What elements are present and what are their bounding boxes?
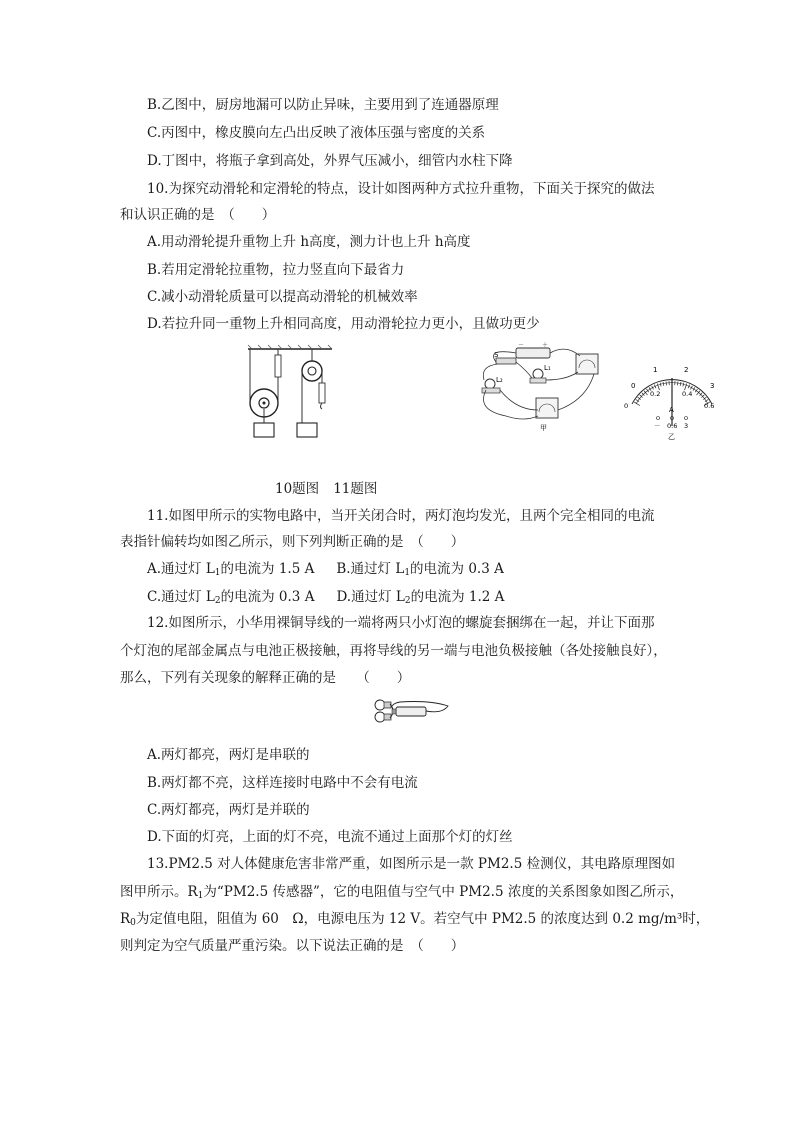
- figure-captions: [275, 477, 391, 497]
- ammeter-dial-yi: [622, 364, 722, 442]
- q12-stem-line1: 12.如图所示，小华用裸铜导线的一端将两只小灯泡的螺旋套捆绑在一起，并让下面那: [147, 615, 655, 631]
- tick-top-3: 3: [710, 382, 715, 390]
- q11-option-a: A.通过灯 $L_1$的电流为 1.5 A: [147, 561, 315, 578]
- caption-fig11: 11题图: [333, 481, 378, 497]
- q12-option-c: C.两灯都亮，两灯是并联的: [147, 802, 310, 818]
- svg-text:＋: ＋: [542, 342, 549, 349]
- q11-options-row2: [147, 588, 504, 610]
- lamp-l1-label: L₁: [544, 364, 551, 372]
- svg-text:－: －: [518, 342, 525, 349]
- tick-bottom-0: 0: [624, 402, 629, 410]
- switch-label: S: [494, 351, 499, 359]
- meter-unit: A: [669, 406, 674, 414]
- q9-option-b: B.乙图中，厨房地漏可以防止异味，主要用到了连通器原理: [147, 97, 499, 113]
- q13-stem-line2: 图甲所示。$R_1$为“PM2.5 传感器”，它的电阻值与空气中 PM2.5 浓度的关系图象如图乙所示，: [120, 884, 684, 901]
- q10-stem-line1: 10.为探究动滑轮和定滑轮的特点，设计如图两种方式拉升重物，下面关于探究的做法: [147, 181, 655, 197]
- tick-top-1: 1: [653, 366, 658, 374]
- terminal-3: 3: [684, 422, 689, 430]
- dial-tick: [663, 382, 664, 386]
- dial-tick: [680, 382, 681, 386]
- caption-fig10: 10题图: [275, 481, 320, 497]
- q10-option-d: D.若拉升同一重物上升相同高度，用动滑轮拉力更小，且做功更少: [147, 316, 540, 332]
- terminal-06: 0.6: [667, 422, 678, 430]
- q11-option-b: B.通过灯 $L_1$的电流为 0.3 A: [336, 561, 504, 578]
- q10-option-c: C.减小动滑轮质量可以提高动滑轮的机械效率: [147, 289, 418, 305]
- q10-option-a: A.用动滑轮提升重物上升 h高度，测力计也上升 h高度: [147, 234, 471, 250]
- tick-top-2: 2: [684, 366, 689, 374]
- q13-stem-line4: 则判定为空气质量严重污染。以下说法正确的是 （ ）: [120, 938, 465, 954]
- dial-tick: [695, 389, 697, 392]
- tick-bottom-2: 0.4: [682, 390, 693, 398]
- figure-label-jia: 甲: [540, 424, 547, 432]
- dial-tick: [677, 381, 678, 385]
- q11-stem-line1: 11.如图甲所示的实物电路中，当开关闭合时，两灯泡均发光，且两个完全相同的电流: [147, 508, 655, 524]
- tick-bottom-3: 0.6: [704, 402, 715, 410]
- q10-option-b: B.若用定滑轮拉重物，拉力竖直向下最省力: [147, 262, 405, 278]
- q9-option-d: D.丁图中，将瓶子拿到高处，外界气压减小，细管内水柱下降: [147, 153, 513, 169]
- terminal-minus: －: [654, 422, 661, 430]
- q13-stem-line3: $R_0$为定值电阻，阻值为 60 Ω，电源电压为 12 V。若空气中 PM2.5 的浓度达到 0.2 mg/m³时，: [120, 911, 710, 928]
- pulley-figure: [240, 343, 340, 439]
- q11-option-d: D.通过灯 $L_2$的电流为 1.2 A: [336, 589, 505, 606]
- q11-stem-line2: 表指针偏转均如图乙所示，则下列判断正确的是 （ ）: [120, 534, 465, 550]
- q12-stem-line3: 那么，下列有关现象的解释正确的是 （ ）: [120, 670, 411, 686]
- q12-stem-line2: 个灯泡的尾部金属点与电池正极接触，再将导线的另一端与电池负极接触（各处接触良好），: [120, 643, 667, 659]
- q11-option-c: C.通过灯 $L_2$的电流为 0.3 A: [147, 589, 315, 606]
- lamp-l2-label: L₂: [496, 376, 503, 384]
- tick-top-0: 0: [631, 382, 636, 390]
- circuit-figure-jia: [466, 340, 606, 432]
- tick-bottom-1: 0.2: [650, 390, 661, 398]
- bulbs-battery-figure: [370, 696, 452, 726]
- dial-tick: [646, 389, 648, 392]
- dial-tick: [693, 387, 695, 390]
- q12-option-a: A.两灯都亮，两灯是串联的: [147, 747, 310, 763]
- q12-option-b: B.两灯都不亮，这样连接时电路中不会有电流: [147, 775, 418, 791]
- q10-stem-line2: 和认识正确的是 （ ）: [120, 207, 276, 223]
- dial-tick: [666, 381, 667, 385]
- q12-option-d: D.下面的灯亮，上面的灯不亮，电流不通过上面那个灯的灯丝: [147, 829, 513, 845]
- q13-stem-line1: 13.PM2.5 对人体健康危害非常严重，如图所示是一款 PM2.5 检测仪，其电路原理图如: [147, 856, 676, 872]
- q11-options-row1: [147, 560, 504, 582]
- figure-label-yi: 乙: [668, 433, 675, 441]
- q9-option-c: C.丙图中，橡皮膜向左凸出反映了液体压强与密度的关系: [147, 125, 486, 141]
